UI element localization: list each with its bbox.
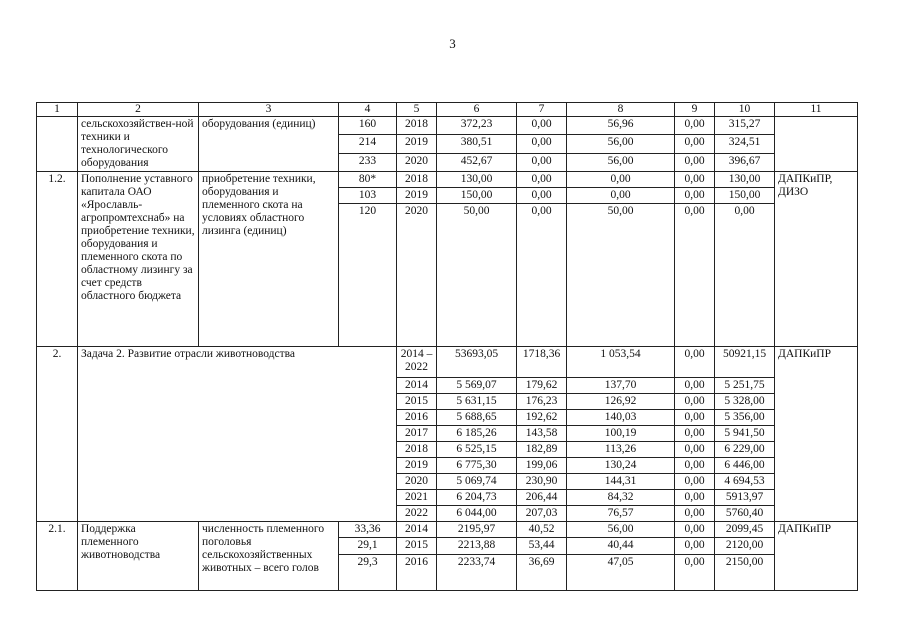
local-cell: 0,00 xyxy=(675,490,715,506)
federal-cell: 179,62 xyxy=(517,378,567,394)
federal-cell: 143,58 xyxy=(517,426,567,442)
table-row xyxy=(37,172,858,188)
year-cell: 2018 xyxy=(397,117,437,135)
local-cell: 0,00 xyxy=(675,474,715,490)
federal-cell: 40,52 xyxy=(517,522,567,538)
total-cell: 6 044,00 xyxy=(437,506,517,522)
year-cell: 2014 xyxy=(397,378,437,394)
other-cell: 130,00 xyxy=(715,172,775,188)
program-table xyxy=(36,102,858,591)
header-cell: 10 xyxy=(715,103,775,117)
federal-cell: 53,44 xyxy=(517,538,567,554)
total-cell: 5 688,65 xyxy=(437,410,517,426)
header-cell: 9 xyxy=(675,103,715,117)
total-cell: 130,00 xyxy=(437,172,517,188)
local-cell: 0,00 xyxy=(675,506,715,522)
indicator-name: оборудования (единиц) xyxy=(199,117,339,172)
indicator-value: 29,1 xyxy=(339,538,397,554)
other-cell: 5913,97 xyxy=(715,490,775,506)
local-cell: 0,00 xyxy=(675,410,715,426)
local-cell: 0,00 xyxy=(675,172,715,188)
local-cell: 0,00 xyxy=(675,204,715,347)
other-cell: 5 941,50 xyxy=(715,426,775,442)
indicator-value: 233 xyxy=(339,153,397,171)
indicator-value: 29,3 xyxy=(339,554,397,590)
executor: ДАПКиПР xyxy=(775,522,858,591)
year-cell: 2014 – 2022 xyxy=(397,347,437,378)
year-cell: 2015 xyxy=(397,538,437,554)
total-cell: 150,00 xyxy=(437,188,517,204)
year-cell: 2015 xyxy=(397,394,437,410)
year-cell: 2017 xyxy=(397,426,437,442)
local-cell: 0,00 xyxy=(675,458,715,474)
local-cell: 0,00 xyxy=(675,394,715,410)
total-cell: 380,51 xyxy=(437,135,517,153)
other-cell: 50921,15 xyxy=(715,347,775,378)
local-cell: 0,00 xyxy=(675,538,715,554)
other-cell: 6 229,00 xyxy=(715,442,775,458)
item-number: 1.2. xyxy=(37,172,78,347)
federal-cell: 207,03 xyxy=(517,506,567,522)
year-cell: 2022 xyxy=(397,506,437,522)
federal-cell: 1718,36 xyxy=(517,347,567,378)
local-cell: 0,00 xyxy=(675,378,715,394)
regional-cell: 0,00 xyxy=(567,172,675,188)
regional-cell: 0,00 xyxy=(567,188,675,204)
local-cell: 0,00 xyxy=(675,188,715,204)
regional-cell: 126,92 xyxy=(567,394,675,410)
other-cell: 396,67 xyxy=(715,153,775,171)
year-cell: 2019 xyxy=(397,188,437,204)
regional-cell: 56,96 xyxy=(567,117,675,135)
local-cell: 0,00 xyxy=(675,135,715,153)
table-row xyxy=(37,347,858,378)
federal-cell: 176,23 xyxy=(517,394,567,410)
total-cell: 53693,05 xyxy=(437,347,517,378)
local-cell: 0,00 xyxy=(675,442,715,458)
year-cell: 2020 xyxy=(397,153,437,171)
regional-cell: 137,70 xyxy=(567,378,675,394)
header-cell: 2 xyxy=(78,103,199,117)
header-cell: 8 xyxy=(567,103,675,117)
federal-cell: 0,00 xyxy=(517,188,567,204)
regional-cell: 1 053,54 xyxy=(567,347,675,378)
indicator-name: приобретение техники, оборудования и племенного скота на условиях областного лизинга (единиц) xyxy=(199,172,339,347)
year-cell: 2018 xyxy=(397,172,437,188)
other-cell: 6 446,00 xyxy=(715,458,775,474)
other-cell: 5 356,00 xyxy=(715,410,775,426)
year-cell: 2014 xyxy=(397,522,437,538)
regional-cell: 144,31 xyxy=(567,474,675,490)
indicator-value: 214 xyxy=(339,135,397,153)
header-cell: 6 xyxy=(437,103,517,117)
indicator-value: 33,36 xyxy=(339,522,397,538)
other-cell: 5 328,00 xyxy=(715,394,775,410)
local-cell: 0,00 xyxy=(675,554,715,590)
page-number: 3 xyxy=(449,36,456,51)
total-cell: 6 525,15 xyxy=(437,442,517,458)
header-cell: 1 xyxy=(37,103,78,117)
other-cell: 2120,00 xyxy=(715,538,775,554)
item-number: 2. xyxy=(37,347,78,522)
total-cell: 5 069,74 xyxy=(437,474,517,490)
year-cell: 2016 xyxy=(397,554,437,590)
federal-cell: 206,44 xyxy=(517,490,567,506)
federal-cell: 230,90 xyxy=(517,474,567,490)
local-cell: 0,00 xyxy=(675,347,715,378)
total-cell: 6 204,73 xyxy=(437,490,517,506)
year-cell: 2019 xyxy=(397,135,437,153)
total-cell: 372,23 xyxy=(437,117,517,135)
header-cell: 7 xyxy=(517,103,567,117)
year-cell: 2020 xyxy=(397,474,437,490)
federal-cell: 0,00 xyxy=(517,135,567,153)
indicator-value: 120 xyxy=(339,204,397,347)
total-cell: 2213,88 xyxy=(437,538,517,554)
total-cell: 6 185,26 xyxy=(437,426,517,442)
federal-cell: 0,00 xyxy=(517,172,567,188)
executor: ДАПКиПР, ДИЗО xyxy=(775,172,858,347)
regional-cell: 40,44 xyxy=(567,538,675,554)
other-cell: 4 694,53 xyxy=(715,474,775,490)
other-cell: 5760,40 xyxy=(715,506,775,522)
item-number: 2.1. xyxy=(37,522,78,591)
other-cell: 2099,45 xyxy=(715,522,775,538)
header-row xyxy=(37,103,858,117)
local-cell: 0,00 xyxy=(675,153,715,171)
regional-cell: 56,00 xyxy=(567,153,675,171)
total-cell: 5 569,07 xyxy=(437,378,517,394)
total-cell: 452,67 xyxy=(437,153,517,171)
federal-cell: 182,89 xyxy=(517,442,567,458)
header-cell: 3 xyxy=(199,103,339,117)
regional-cell: 113,26 xyxy=(567,442,675,458)
regional-cell: 50,00 xyxy=(567,204,675,347)
table-row xyxy=(37,522,858,538)
federal-cell: 36,69 xyxy=(517,554,567,590)
federal-cell: 0,00 xyxy=(517,117,567,135)
other-cell: 150,00 xyxy=(715,188,775,204)
regional-cell: 100,19 xyxy=(567,426,675,442)
task-title: Задача 2. Развитие отрасли животноводства xyxy=(78,347,397,522)
year-cell: 2019 xyxy=(397,458,437,474)
regional-cell: 140,03 xyxy=(567,410,675,426)
total-cell: 50,00 xyxy=(437,204,517,347)
total-cell: 2195,97 xyxy=(437,522,517,538)
indicator-value: 160 xyxy=(339,117,397,135)
indicator-value: 103 xyxy=(339,188,397,204)
federal-cell: 199,06 xyxy=(517,458,567,474)
total-cell: 2233,74 xyxy=(437,554,517,590)
header-cell: 5 xyxy=(397,103,437,117)
local-cell: 0,00 xyxy=(675,117,715,135)
measure-name: Поддержка племенного животноводства xyxy=(78,522,199,591)
regional-cell: 76,57 xyxy=(567,506,675,522)
executor: ДАПКиПР xyxy=(775,347,858,522)
other-cell: 0,00 xyxy=(715,204,775,347)
year-cell: 2016 xyxy=(397,410,437,426)
year-cell: 2018 xyxy=(397,442,437,458)
total-cell: 6 775,30 xyxy=(437,458,517,474)
header-cell: 11 xyxy=(775,103,858,117)
other-cell: 2150,00 xyxy=(715,554,775,590)
indicator-value: 80* xyxy=(339,172,397,188)
other-cell: 315,27 xyxy=(715,117,775,135)
federal-cell: 192,62 xyxy=(517,410,567,426)
federal-cell: 0,00 xyxy=(517,153,567,171)
regional-cell: 84,32 xyxy=(567,490,675,506)
regional-cell: 56,00 xyxy=(567,135,675,153)
measure-name: сельскохозяйствен-ной техники и технологического оборудования xyxy=(78,117,199,172)
other-cell: 324,51 xyxy=(715,135,775,153)
regional-cell: 130,24 xyxy=(567,458,675,474)
year-cell: 2021 xyxy=(397,490,437,506)
federal-cell: 0,00 xyxy=(517,204,567,347)
table-row xyxy=(37,117,858,135)
local-cell: 0,00 xyxy=(675,522,715,538)
regional-cell: 56,00 xyxy=(567,522,675,538)
year-cell: 2020 xyxy=(397,204,437,347)
local-cell: 0,00 xyxy=(675,426,715,442)
total-cell: 5 631,15 xyxy=(437,394,517,410)
indicator-name: численность племенного поголовья сельскохозяйственных животных – всего голов xyxy=(199,522,339,591)
other-cell: 5 251,75 xyxy=(715,378,775,394)
regional-cell: 47,05 xyxy=(567,554,675,590)
header-cell: 4 xyxy=(339,103,397,117)
measure-name: Пополнение уставного капитала ОАО «Ярославль-агропромтехснаб» на приобретение техники, оборудования и племенного скота по областному лизингу за счет средств областного бюджета xyxy=(78,172,199,347)
